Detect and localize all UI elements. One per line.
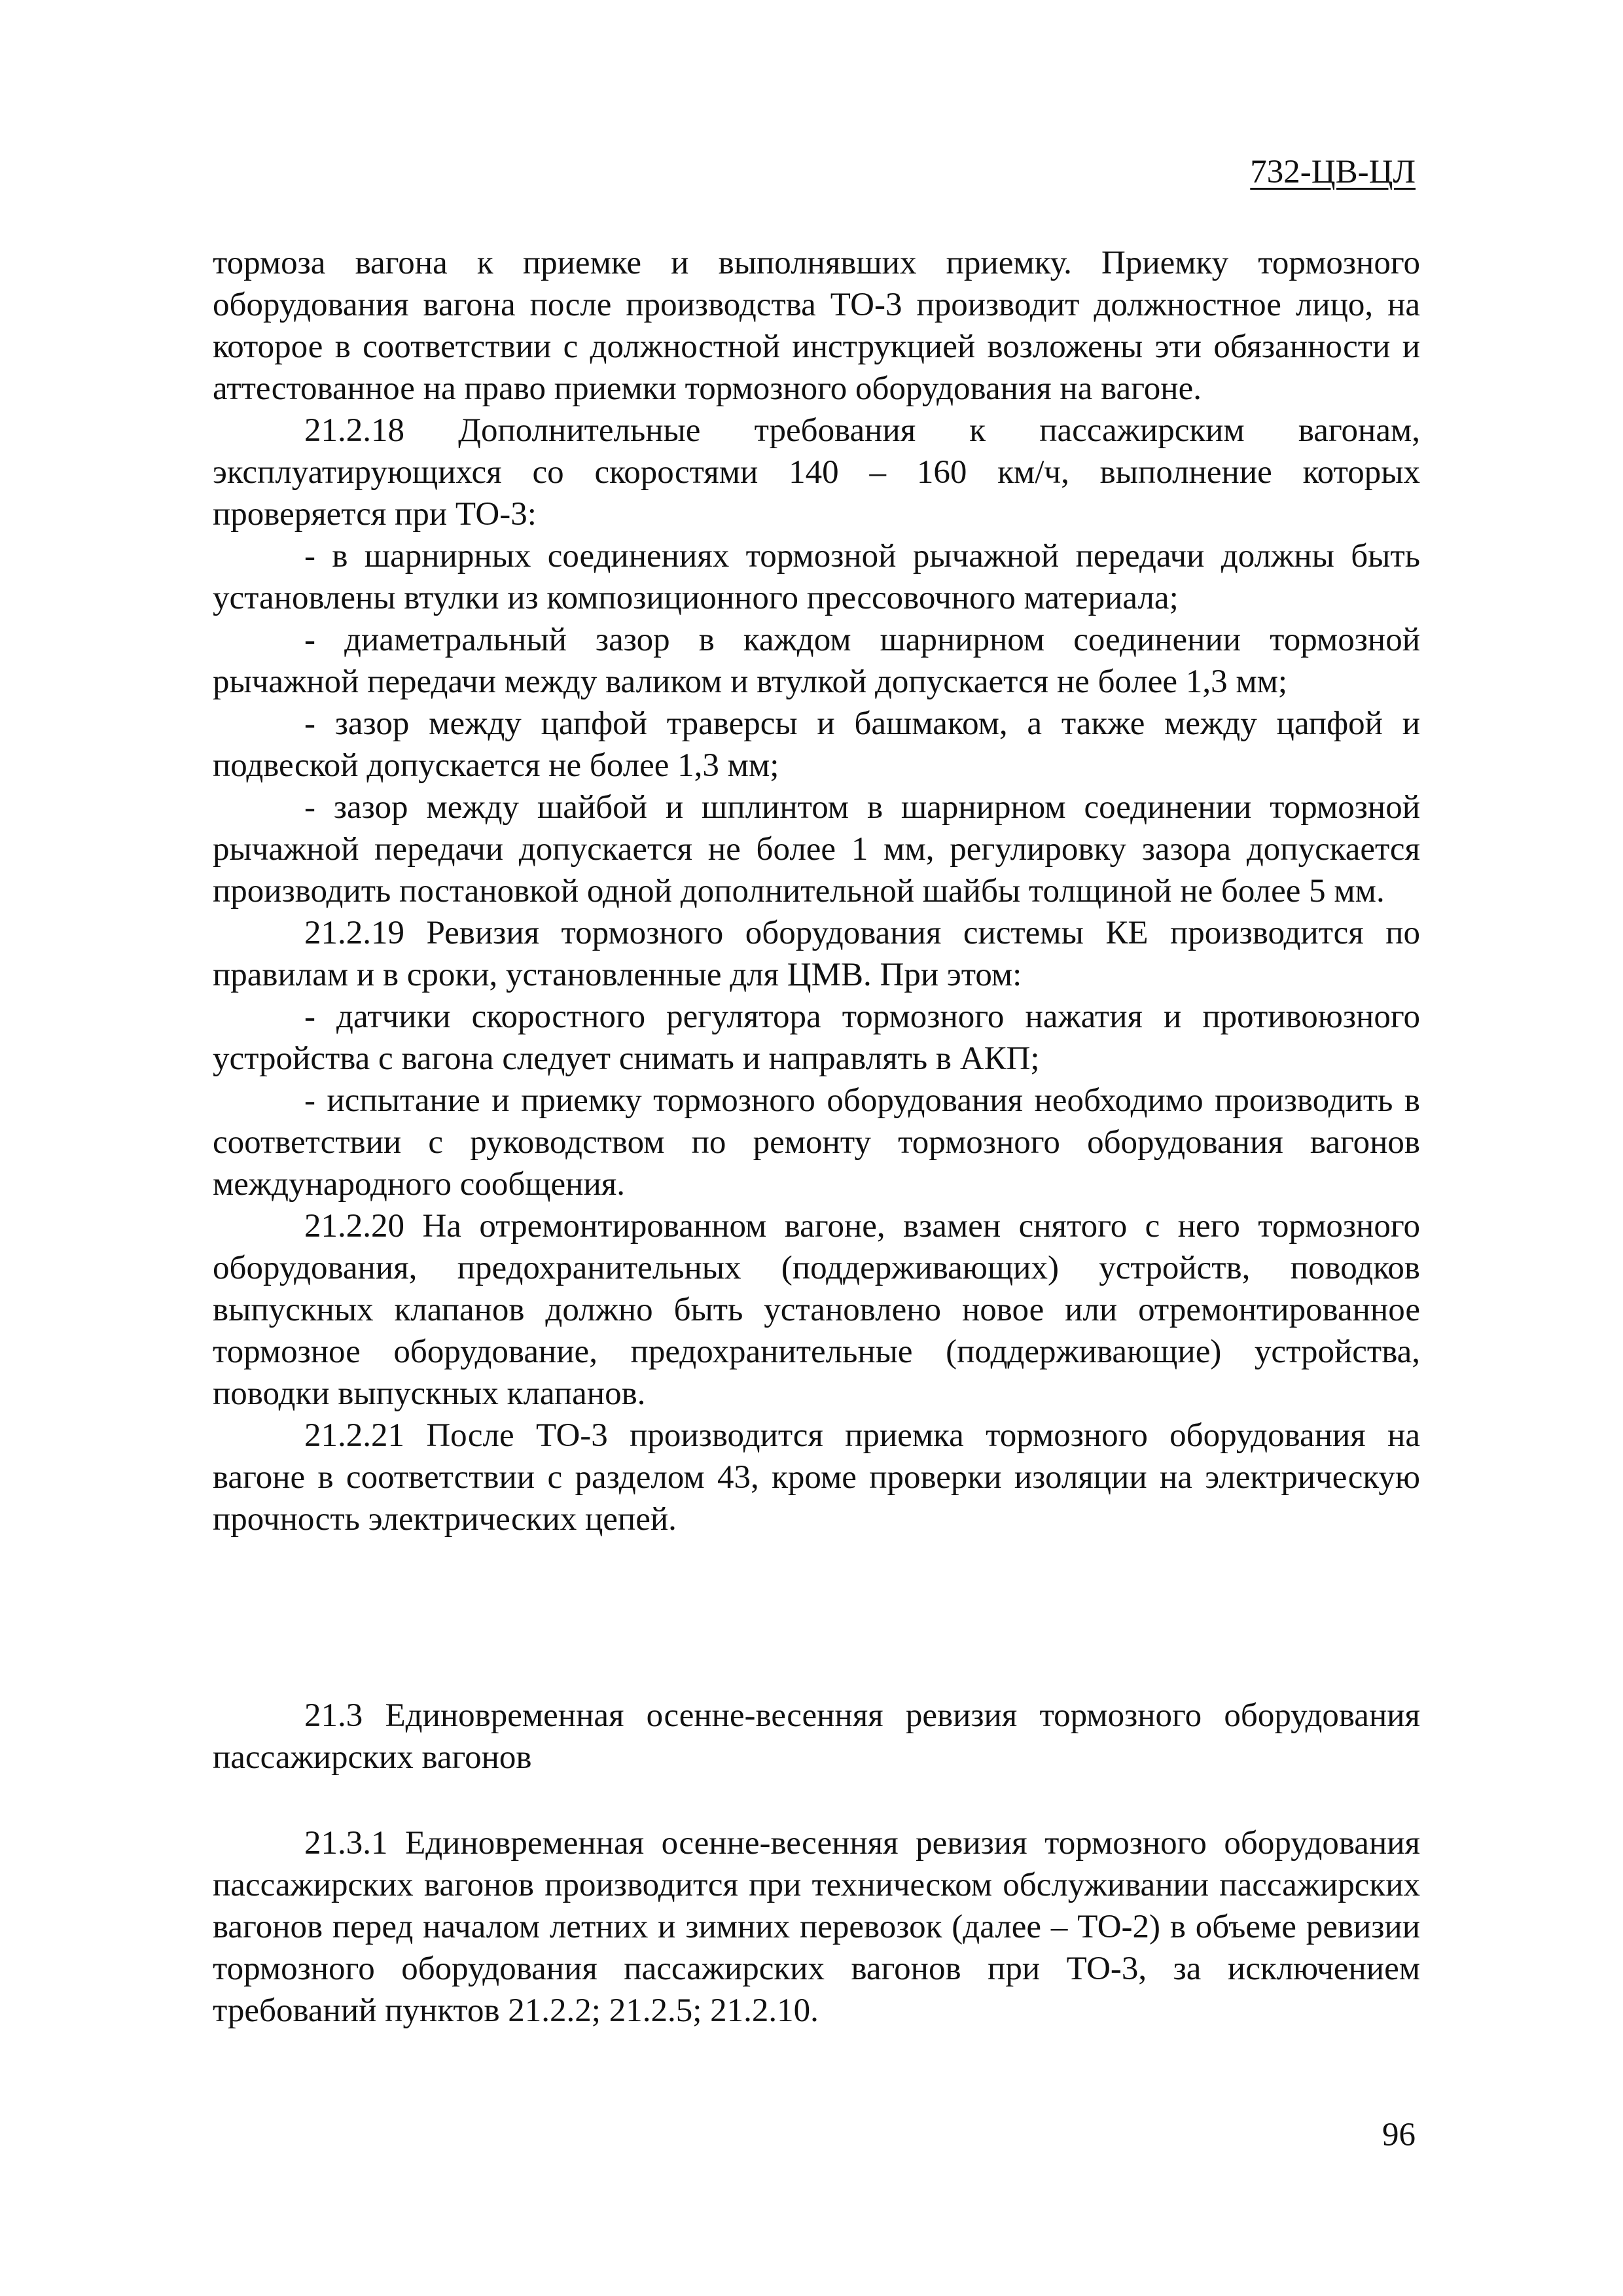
list-item-bushings: - в шарнирных соединениях тормозной рычажной передачи должны быть установлены втулки из композиционного прессовочного материала;	[213, 538, 1420, 616]
paragraph-21-2-18: 21.2.18 Дополнительные требования к пассажирским вагонам, эксплуатирующихся со скоростями 140 – 160 км/ч, выполнение которых проверяется при ТО-3:	[213, 412, 1420, 533]
paragraph-21-2-21: 21.2.21 После ТО-3 производится приемка тормозного оборудования на вагоне в соответствии с разделом 43, кроме проверки изоляции на электрическую прочность электрических цепей.	[213, 1417, 1420, 1538]
section-body-block	[213, 1822, 1420, 2032]
paragraph-21-2-20: 21.2.20 На отремонтированном вагоне, взамен снятого с него тормозного оборудования, предохранительных (поддерживающих) устройств, поводков выпускных клапанов должно быть установлено новое или отремонтированное тормозное оборудование, предохранительные (поддерживающие) устройства, поводки выпускных клапанов.	[213, 1208, 1420, 1412]
list-item-testing: - испытание и приемку тормозного оборудования необходимо производить в соответствии с руководством по ремонту тормозного оборудования вагонов международного сообщения.	[213, 1082, 1420, 1203]
list-item-washer-gap: - зазор между шайбой и шплинтом в шарнирном соединении тормозной рычажной передачи допускается не более 1 мм, регулировку зазора допускается производить постановкой одной дополнительной шайбы толщиной не более 5 мм.	[213, 789, 1420, 910]
paragraph-21-3-1: 21.3.1 Единовременная осенне-весенняя ревизия тормозного оборудования пассажирских вагонов производится при техническом обслуживании пассажирских вагонов перед началом летних и зимних перевозок (далее – ТО-2) в объеме ревизии тормозного оборудования пассажирских вагонов при ТО-3, за исключением требований пунктов 21.2.2; 21.2.5; 21.2.10.	[213, 1825, 1420, 2029]
paragraph-continuation: тормоза вагона к приемке и выполнявших приемку. Приемку тормозного оборудования вагона после производства ТО-3 производит должностное лицо, на которое в соответствии с должностной инструкцией возложены эти обязанности и аттестованное на право приемки тормозного оборудования на вагоне.	[213, 245, 1420, 407]
list-item-trunnion-gap: - зазор между цапфой траверсы и башмаком, а также между цапфой и подвеской допускается не более 1,3 мм;	[213, 705, 1420, 784]
paragraph-21-2-19: 21.2.19 Ревизия тормозного оборудования системы КЕ производится по правилам и в сроки, установленные для ЦМВ. При этом:	[213, 915, 1420, 993]
list-item-diametral-gap: - диаметральный зазор в каждом шарнирном соединении тормозной рычажной передачи между валиком и втулкой допускается не более 1,3 мм;	[213, 622, 1420, 700]
section-heading-block	[213, 1695, 1420, 1778]
main-text-block	[213, 242, 1420, 1540]
document-code: 732-ЦВ-ЦЛ	[1250, 154, 1416, 190]
page-number: 96	[1382, 2117, 1416, 2153]
section-heading-21-3: 21.3 Единовременная осенне-весенняя ревизия тормозного оборудования пассажирских вагонов	[213, 1697, 1420, 1776]
list-item-sensors: - датчики скоростного регулятора тормозного нажатия и противоюзного устройства с вагона следует снимать и направлять в АКП;	[213, 998, 1420, 1077]
